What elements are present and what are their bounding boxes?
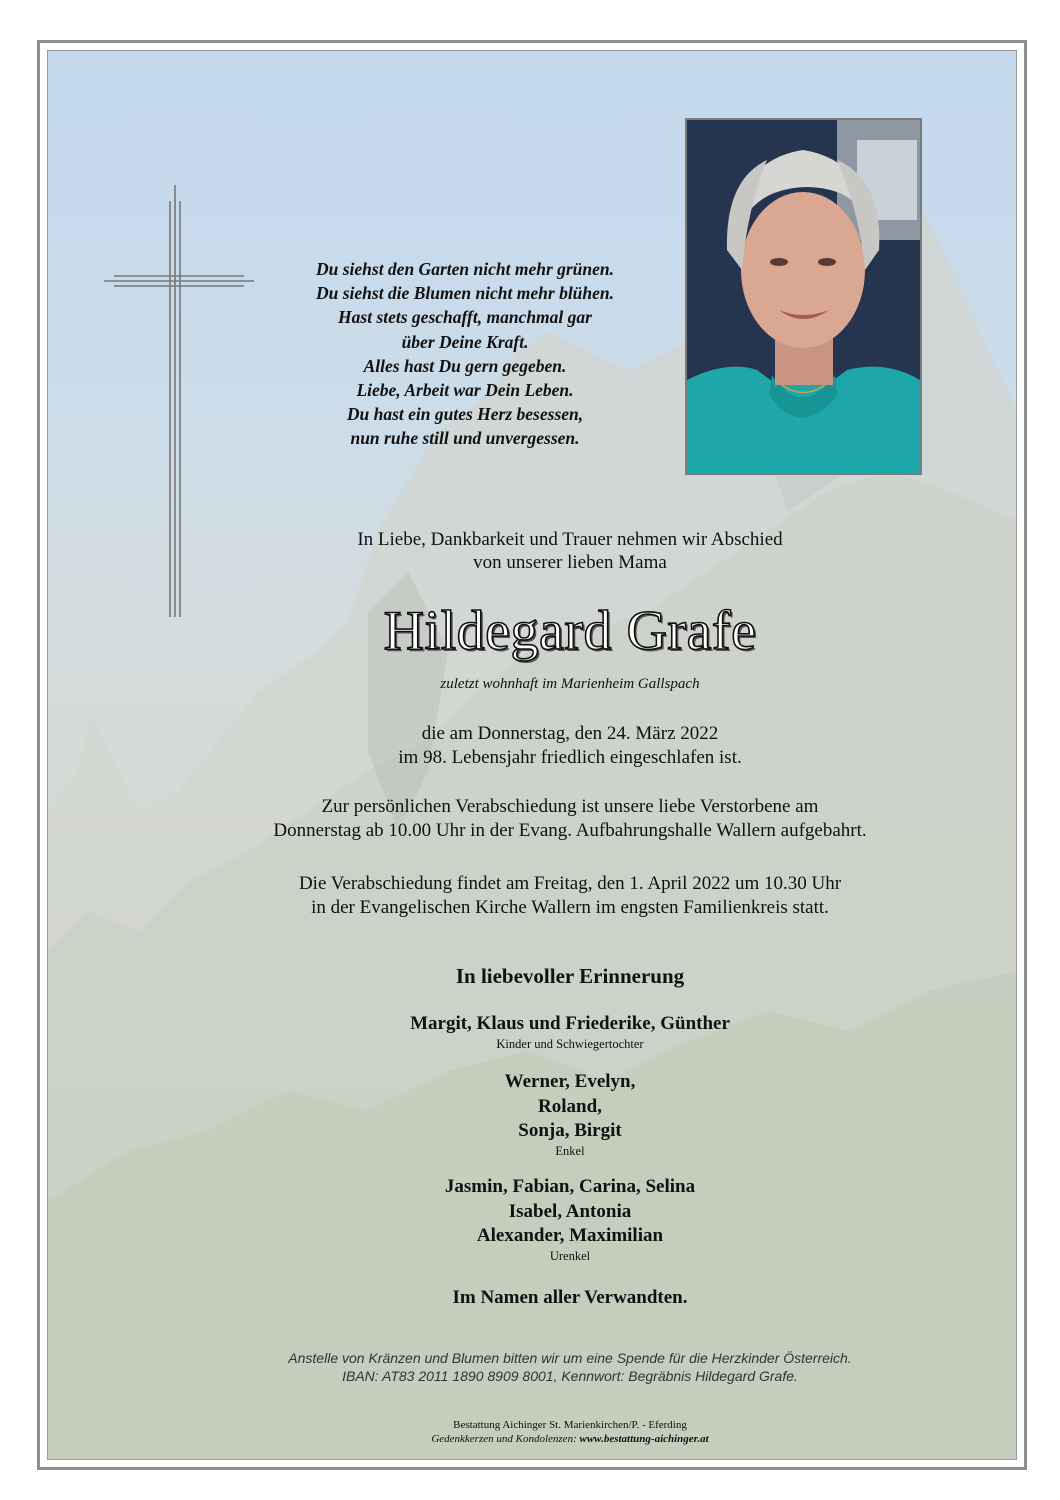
family-names: Jasmin, Fabian, Carina, Selina — [444, 1176, 696, 1197]
poem-line: Hast stets geschafft, manchmal gar — [338, 307, 592, 328]
death-age-line: im 98. Lebensjahr friedlich eingeschlafen ist. — [398, 747, 742, 768]
death-date-line: die am Donnerstag, den 24. März 2022 — [421, 723, 719, 744]
portrait-photo — [685, 118, 922, 475]
undertaker-name: Bestattung Aichinger St. Marienkirchen/P. - Eferding — [453, 1419, 687, 1431]
poem-line: Alles hast Du gern gegeben. — [363, 355, 567, 376]
service-line: in der Evangelischen Kirche Wallern im engsten Familienkreis statt. — [311, 897, 829, 918]
poem-line: Du hast ein gutes Herz besessen, — [346, 404, 584, 425]
family-names: Margit, Klaus und Friederike, Günther — [410, 1013, 730, 1034]
viewing-info — [100, 795, 1040, 843]
viewing-line: Zur persönlichen Verabschiedung ist unsere liebe Verstorbene am — [321, 796, 819, 817]
poem-line: über Deine Kraft. — [401, 331, 529, 352]
poem-line: nun ruhe still und unvergessen. — [350, 428, 580, 449]
donation-request — [150, 1349, 990, 1385]
family-role: Urenkel — [549, 1248, 591, 1263]
viewing-line: Donnerstag ab 10.00 Uhr in der Evang. Aufbahrungshalle Wallern aufgebahrt. — [273, 820, 867, 841]
family-names: Alexander, Maximilian — [476, 1225, 664, 1246]
portrait-image — [687, 120, 920, 473]
death-info — [150, 722, 990, 770]
farewell-intro — [150, 528, 990, 574]
memory-heading: In liebevoller Erinnerung — [455, 964, 685, 988]
poem-line: Du siehst den Garten nicht mehr grünen. — [315, 259, 615, 279]
family-names: Werner, Evelyn, — [504, 1071, 636, 1092]
service-info — [100, 872, 1040, 920]
intro-line: In Liebe, Dankbarkeit und Trauer nehmen wir Abschied — [357, 529, 783, 550]
donation-line: Anstelle von Kränzen und Blumen bitten wir um eine Spende für die Herzkinder Österreich. — [288, 1350, 852, 1366]
family-names: Isabel, Antonia — [508, 1200, 632, 1222]
family-role: Kinder und Schwiegertochter — [496, 1036, 644, 1051]
undertaker-info — [150, 1418, 990, 1446]
family-names: Roland, — [538, 1095, 602, 1117]
family-group-great-grandchildren — [150, 1175, 990, 1263]
condolence-label: Gedenkkerzen und Kondolenzen: — [431, 1433, 580, 1445]
undertaker-website-link[interactable]: www.bestattung-aichinger.at — [579, 1433, 709, 1445]
family-group-children — [150, 1012, 990, 1051]
poem-line: Liebe, Arbeit war Dein Leben. — [356, 380, 574, 401]
family-role: Enkel — [555, 1143, 585, 1158]
deceased-name: Hildegard Grafe — [383, 600, 757, 662]
iban-line: IBAN: AT83 2011 1890 8909 8001, Kennwort: Begräbnis Hildegard Grafe. — [342, 1368, 798, 1384]
service-line: Die Verabschiedung findet am Freitag, den 1. April 2022 um 10.30 Uhr — [298, 873, 842, 894]
poem-line: Du siehst die Blumen nicht mehr blühen. — [315, 283, 615, 304]
family-names: Sonja, Birgit — [518, 1120, 622, 1141]
family-group-grandchildren — [150, 1070, 990, 1158]
poem — [255, 257, 675, 451]
closing-line: Im Namen aller Verwandten. — [452, 1287, 688, 1308]
last-residence: zuletzt wohnhaft im Marienheim Gallspach — [440, 676, 700, 692]
intro-line: von unserer lieben Mama — [473, 552, 667, 573]
condolence-line — [150, 1432, 990, 1446]
